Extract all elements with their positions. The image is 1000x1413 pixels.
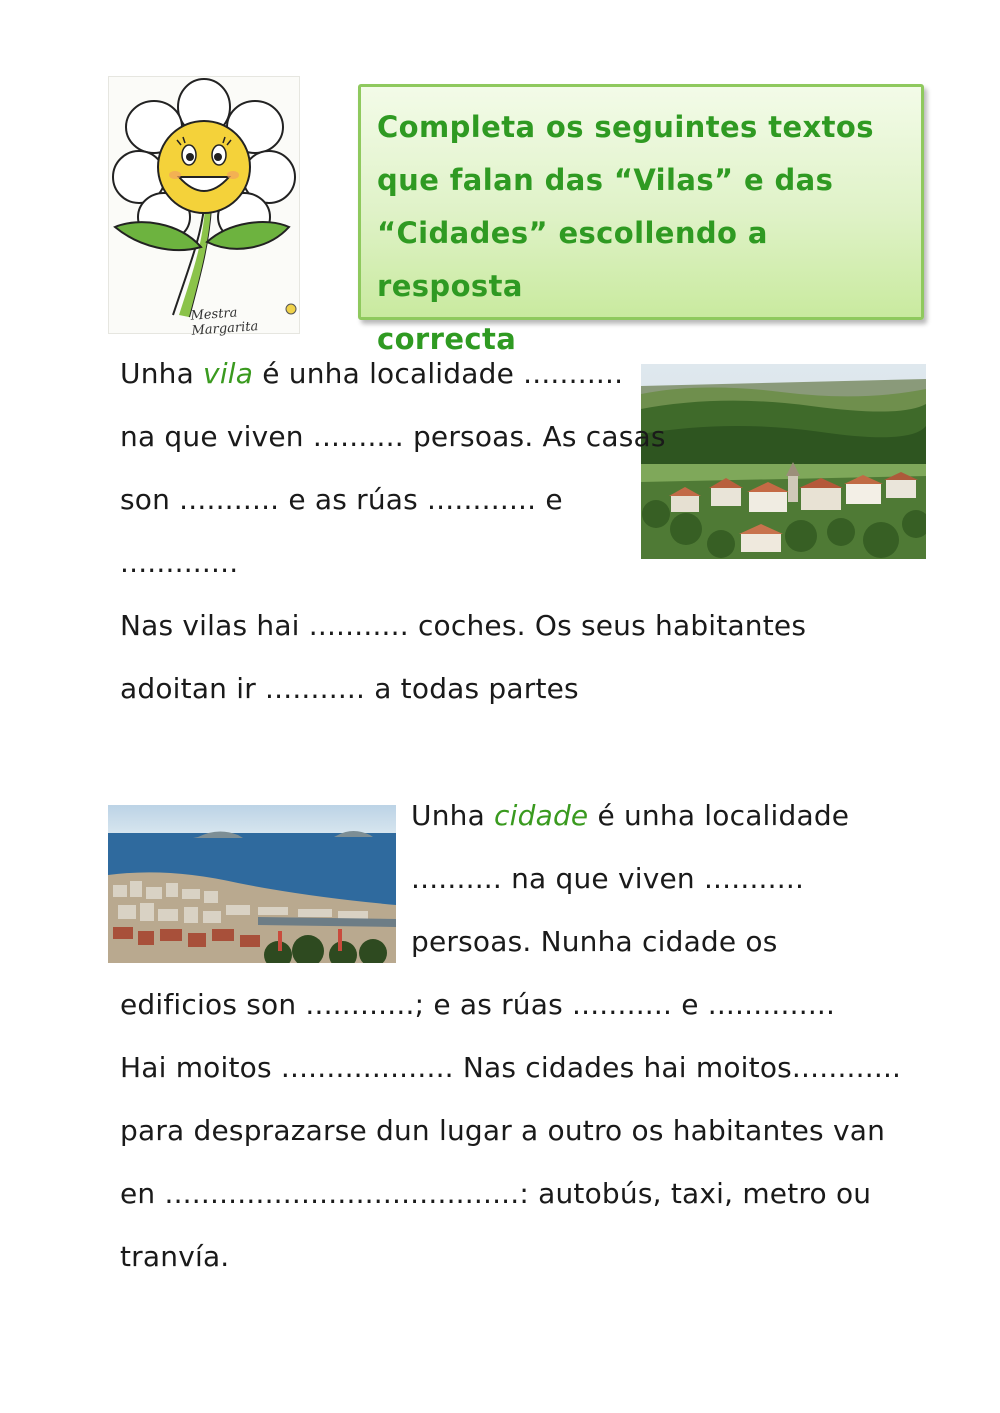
- city-photo: [108, 805, 396, 963]
- cidade-line-3: persoas. Nunha cidade os: [411, 925, 778, 958]
- cidade-line-5: Hai moitos ................... Nas cidades hai moitos............: [120, 1051, 902, 1084]
- city-coast-image: [108, 805, 396, 963]
- vila-line-3: son ........... e as rúas ............ e: [120, 483, 563, 516]
- smiling-flower-icon: [109, 77, 299, 333]
- village-photo: [641, 364, 926, 559]
- vila-line-6: adoitan ir ........... a todas partes: [120, 672, 579, 705]
- signature: Mestra Margarita: [190, 305, 259, 339]
- cidade-line-4: edificios son ............; e as rúas ........... e ..............: [120, 988, 836, 1021]
- village-landscape-image: [641, 364, 926, 559]
- text: Unha: [411, 799, 495, 832]
- instruction-line: correcta: [377, 322, 517, 356]
- instruction-box: [358, 84, 924, 356]
- keyword-vila: vila: [203, 357, 254, 390]
- cidade-line-7: en .......................................: autobús, taxi, metro ou: [120, 1177, 872, 1210]
- instruction-line: Completa os seguintes textos: [377, 110, 874, 144]
- cidade-line-6: para desprazarse dun lugar a outro os habitantes van: [120, 1114, 886, 1147]
- text: Unha: [120, 357, 204, 390]
- cidade-line-2: .......... na que viven ...........: [411, 862, 805, 895]
- flower-illustration: [108, 76, 300, 339]
- cidade-line-1: [411, 796, 849, 836]
- cidade-line-8: tranvía.: [120, 1240, 230, 1273]
- vila-line-1: [120, 354, 623, 394]
- text: é unha localidade: [588, 799, 850, 832]
- text: é unha localidade ...........: [253, 357, 624, 390]
- instruction-line: que falan das “Vilas” e das: [377, 163, 834, 197]
- vila-line-4: .............: [120, 546, 239, 579]
- keyword-cidade: cidade: [494, 799, 589, 832]
- vila-line-5: Nas vilas hai ........... coches. Os seus habitantes: [120, 609, 807, 642]
- vila-line-2: na que viven .......... persoas. As casas: [120, 420, 666, 453]
- instruction-line: “Cidades” escollendo a resposta: [377, 216, 768, 303]
